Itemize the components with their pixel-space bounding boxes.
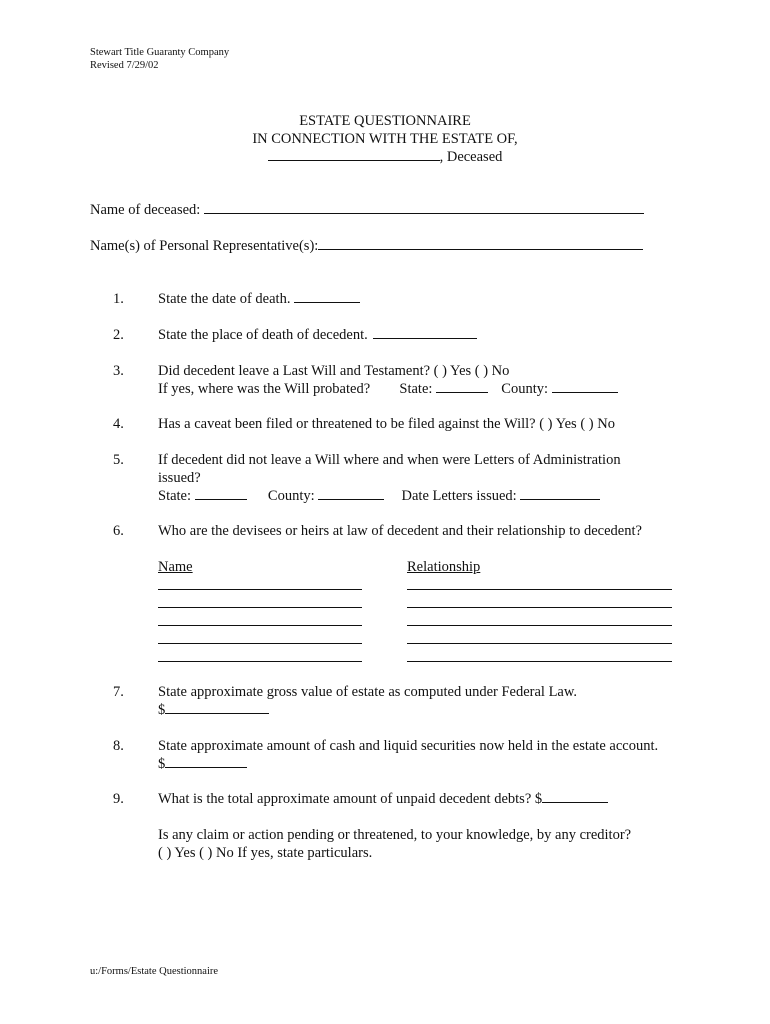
question-number: 7. (113, 684, 124, 700)
probate-state-field[interactable] (436, 380, 488, 393)
question-number: 4. (113, 416, 124, 432)
date-of-death-field[interactable] (294, 290, 360, 303)
question-number: 1. (113, 291, 124, 307)
probate-county-field[interactable] (552, 380, 618, 393)
deceased-name-blank[interactable] (268, 148, 440, 161)
question-number: 2. (113, 327, 124, 343)
heir-name-field[interactable] (158, 661, 362, 662)
question-4: Has a caveat been filed or threatened to be filed against the Will? ( ) Yes ( ) No (158, 416, 615, 432)
question-1 (158, 290, 360, 308)
question-9-text: What is the total approximate amount of unpaid decedent debts? $ (158, 791, 543, 807)
question-number: 9. (113, 791, 124, 807)
personal-rep-field[interactable] (318, 237, 643, 250)
question-number: 3. (113, 363, 124, 379)
date-letters-label: Date Letters issued: (401, 488, 517, 504)
state-label: State: (158, 488, 192, 504)
gross-value-row (158, 701, 269, 719)
date-letters-field[interactable] (520, 487, 600, 500)
question-6: Who are the devisees or heirs at law of decedent and their relationship to decedent? (158, 523, 642, 539)
gross-value-field[interactable] (165, 701, 269, 714)
name-of-deceased-label: Name of deceased: (90, 202, 201, 218)
deceased-suffix: , Deceased (439, 149, 503, 165)
question-number: 8. (113, 738, 124, 754)
dollar-sign: $ (158, 756, 166, 772)
form-subtitle: IN CONNECTION WITH THE ESTATE OF, (252, 131, 518, 147)
question-5: If decedent did not leave a Will where and when were Letters of Administration (158, 452, 621, 468)
question-3: Did decedent leave a Last Will and Testament? ( ) Yes ( ) No (158, 363, 510, 379)
question-3-followup (158, 380, 618, 398)
deceased-line (0, 148, 770, 166)
cash-securities-field[interactable] (165, 755, 247, 768)
form-title: ESTATE QUESTIONNAIRE (299, 113, 471, 129)
heir-name-field[interactable] (158, 625, 362, 626)
question-number: 6. (113, 523, 124, 539)
name-of-deceased-row (90, 201, 644, 219)
question-3-text2: If yes, where was the Will probated? (158, 381, 371, 397)
personal-rep-label: Name(s) of Personal Representative(s): (90, 238, 319, 254)
name-of-deceased-field[interactable] (204, 201, 644, 214)
question-1-text: State the date of death. (158, 291, 291, 307)
question-5-fields (158, 487, 600, 505)
unpaid-debts-field[interactable] (542, 790, 608, 803)
place-of-death-field[interactable] (373, 326, 477, 339)
question-5-text2: issued? (158, 470, 201, 486)
heir-relationship-field[interactable] (407, 661, 672, 662)
heir-relationship-field[interactable] (407, 625, 672, 626)
footer-path: u:/Forms/Estate Questionnaire (90, 966, 219, 977)
heir-relationship-field[interactable] (407, 589, 672, 590)
dollar-sign: $ (158, 702, 166, 718)
heirs-name-header: Name (158, 559, 193, 575)
heir-name-field[interactable] (158, 643, 362, 644)
company-name: Stewart Title Guaranty Company (90, 47, 230, 58)
question-7: State approximate gross value of estate as computed under Federal Law. (158, 684, 578, 700)
personal-rep-row (90, 237, 643, 255)
heir-relationship-field[interactable] (407, 607, 672, 608)
heirs-relationship-header: Relationship (407, 559, 481, 575)
question-9-text3: ( ) Yes ( ) No If yes, state particulars. (158, 845, 373, 861)
state-label: State: (399, 381, 433, 397)
cash-row (158, 755, 247, 773)
heir-name-field[interactable] (158, 607, 362, 608)
question-8: State approximate amount of cash and liquid securities now held in the estate account. (158, 738, 659, 754)
question-9-text2: Is any claim or action pending or threatened, to your knowledge, by any creditor? (158, 827, 632, 843)
letters-state-field[interactable] (195, 487, 247, 500)
question-9 (158, 790, 608, 808)
heir-relationship-field[interactable] (407, 643, 672, 644)
question-number: 5. (113, 452, 124, 468)
revised-date: Revised 7/29/02 (90, 60, 159, 71)
letters-county-field[interactable] (318, 487, 384, 500)
county-label: County: (267, 488, 315, 504)
question-2-text: State the place of death of decedent. (158, 327, 368, 343)
heir-name-field[interactable] (158, 589, 362, 590)
county-label: County: (501, 381, 549, 397)
question-2 (158, 326, 477, 344)
